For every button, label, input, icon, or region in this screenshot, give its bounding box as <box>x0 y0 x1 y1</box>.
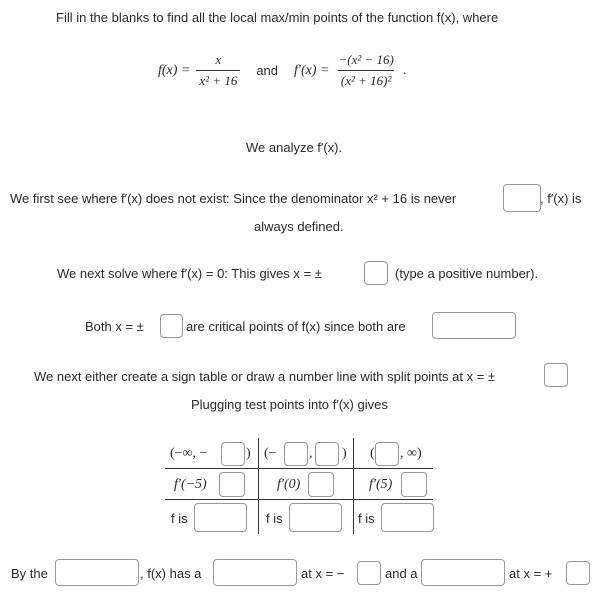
step3-text: Both x = ± <box>85 319 144 334</box>
interval-3-bound-input[interactable] <box>375 442 399 466</box>
interval-3-close: , ∞) <box>400 446 422 461</box>
table-divider-2 <box>353 438 354 534</box>
test-name-input[interactable] <box>55 559 139 586</box>
at-x-pos-text: at x = + <box>509 566 553 581</box>
fx-denominator: x² + 16 <box>196 70 240 89</box>
critical-reason-input[interactable] <box>432 312 516 339</box>
extremum-2-x-input[interactable] <box>566 561 590 585</box>
fpx-denominator: (x² + 16)² <box>338 70 395 89</box>
interval-1-open: (−∞, − <box>170 446 208 461</box>
zero-solution-input[interactable] <box>364 261 388 285</box>
eval-1-label: f′(−5) <box>174 477 207 492</box>
step2-hint: (type a positive number). <box>395 266 539 281</box>
instructions-text: Fill in the blanks to find all the local max/min points of the function f(x), where <box>56 10 499 25</box>
fis-3-label: f is <box>358 511 375 526</box>
interval-2-comma: , <box>309 446 313 461</box>
step4-continued: Plugging test points into f′(x) gives <box>191 397 388 412</box>
interval-2-open: (− <box>264 446 277 461</box>
eval-3-label: f′(5) <box>369 477 393 492</box>
by-the-text: By the <box>11 566 48 581</box>
fpx-label: f′(x) = <box>294 62 330 78</box>
extremum-1-x-input[interactable] <box>357 561 381 585</box>
eval-1-input[interactable] <box>219 472 245 497</box>
analyze-text: We analyze f′(x). <box>246 140 343 155</box>
eval-2-input[interactable] <box>308 472 334 497</box>
and-a-text: and a <box>385 566 418 581</box>
fx-fraction <box>196 52 240 89</box>
fpx-numerator: −(x² − 16) <box>338 52 394 67</box>
table-rule-2 <box>165 499 433 500</box>
step3-tail: are critical points of f(x) since both are <box>186 319 406 334</box>
function-definitions <box>158 52 406 89</box>
interval-2-close: ) <box>342 446 347 461</box>
interval-2-left-input[interactable] <box>284 442 308 466</box>
step2-text: We next solve where f′(x) = 0: This gives x = ± <box>57 266 322 281</box>
eval-3-input[interactable] <box>401 472 427 497</box>
interval-2-right-input[interactable] <box>315 442 339 466</box>
step1-text: We first see where f′(x) does not exist: Since the denominator x² + 16 is never <box>10 191 457 206</box>
never-input[interactable] <box>503 184 541 212</box>
extremum-type-1-input[interactable] <box>213 559 297 586</box>
split-point-input[interactable] <box>544 363 568 387</box>
and-word: and <box>256 63 279 78</box>
extremum-type-2-input[interactable] <box>421 559 505 586</box>
fis-2-label: f is <box>266 511 283 526</box>
behavior-1-input[interactable] <box>194 503 247 532</box>
interval-1-bound-input[interactable] <box>221 442 245 466</box>
step1-tail: , f′(x) is <box>540 191 582 206</box>
interval-3-open: ( <box>370 446 375 461</box>
at-x-neg-text: at x = − <box>301 566 345 581</box>
behavior-2-input[interactable] <box>289 503 342 532</box>
critical-point-input[interactable] <box>160 314 183 338</box>
step1-continued: always defined. <box>254 219 344 234</box>
table-divider-1 <box>258 438 259 534</box>
interval-1-close: ) <box>246 446 251 461</box>
fpx-fraction <box>335 52 396 89</box>
fx-has-a-text: , f(x) has a <box>140 566 202 581</box>
fx-label: f(x) = <box>158 62 191 78</box>
table-rule-1 <box>165 468 433 469</box>
eval-2-label: f′(0) <box>277 477 301 492</box>
behavior-3-input[interactable] <box>381 503 434 532</box>
fx-numerator: x <box>215 52 222 67</box>
fis-1-label: f is <box>171 511 188 526</box>
step4-text: We next either create a sign table or draw a number line with split points at x = ± <box>34 369 496 384</box>
period: . <box>402 62 407 78</box>
